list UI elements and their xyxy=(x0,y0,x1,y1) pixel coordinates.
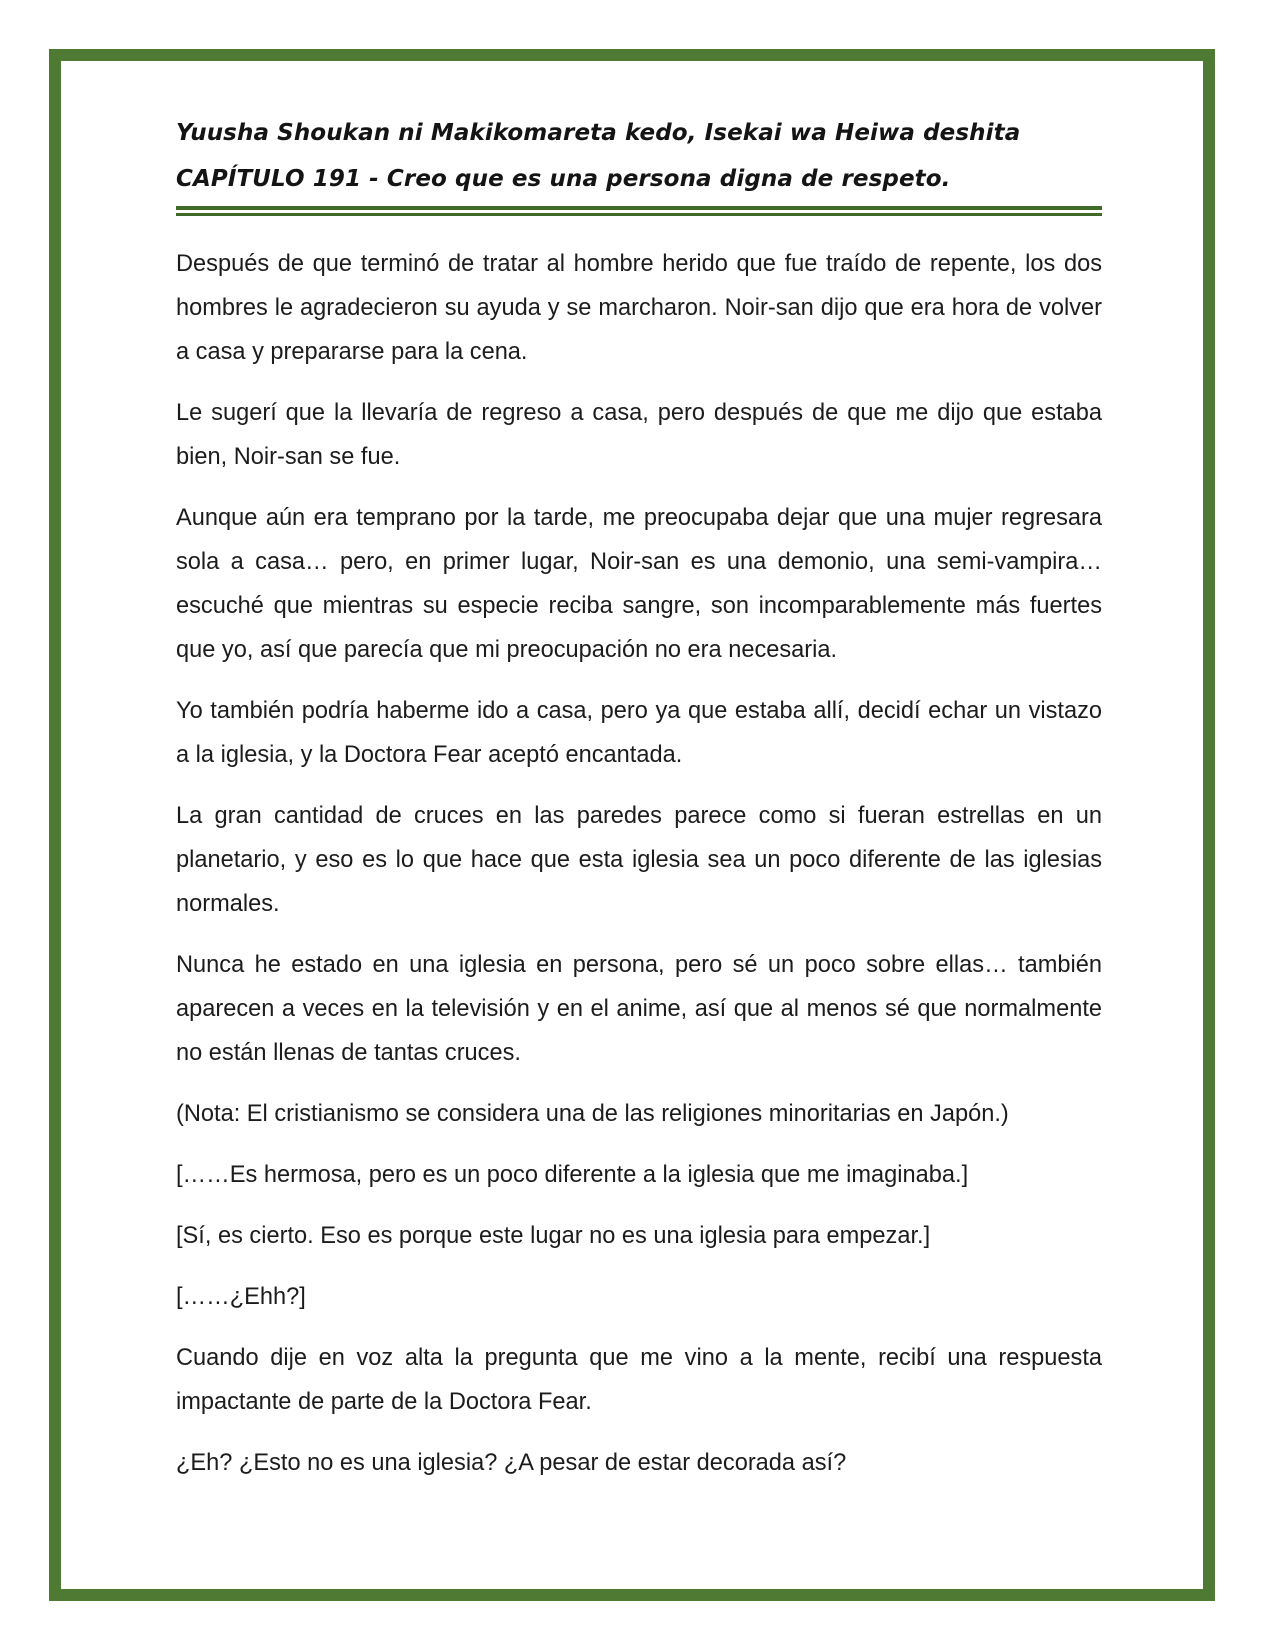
paragraph: Le sugerí que la llevaría de regreso a casa, pero después de que me dijo que estaba bien, Noir-san se fue. xyxy=(176,400,1102,470)
paragraph: Después de que terminó de tratar al hombre herido que fue traído de repente, los dos hombres le agradecieron su ayuda y se marcharon. Noir-san dijo que era hora de volver a casa y prepararse para la cena. xyxy=(176,251,1102,365)
note-paragraph: (Nota: El cristianismo se considera una de las religiones minoritarias en Japón.) xyxy=(176,1101,1009,1127)
dialogue-line: [……Es hermosa, pero es un poco diferente a la iglesia que me imaginaba.] xyxy=(176,1162,969,1188)
paragraph: Cuando dije en voz alta la pregunta que me vino a la mente, recibí una respuesta impactante de parte de la Doctora Fear. xyxy=(176,1345,1102,1415)
document-content xyxy=(176,110,1102,1502)
series-title: Yuusha Shoukan ni Makikomareta kedo, Isekai wa Heiwa deshita xyxy=(176,120,1021,146)
dialogue-line: [Sí, es cierto. Eso es porque este lugar no es una iglesia para empezar.] xyxy=(176,1223,931,1249)
body-text xyxy=(176,242,1102,1485)
paragraph: Aunque aún era temprano por la tarde, me preocupaba dejar que una mujer regresara sola a casa… pero, en primer lugar, Noir-san es una demonio, una semi-vampira… escuché que mientras su especie reciba sangre, son incomparablemente más fuertes que yo, así que parecía que mi preocupación no era necesaria. xyxy=(176,505,1102,663)
paragraph: ¿Eh? ¿Esto no es una iglesia? ¿A pesar de estar decorada así? xyxy=(176,1450,847,1476)
dialogue-line: [……¿Ehh?] xyxy=(176,1284,306,1310)
paragraph: La gran cantidad de cruces en las paredes parece como si fueran estrellas en un planetario, y eso es lo que hace que esta iglesia sea un poco diferente de las iglesias normales. xyxy=(176,803,1102,917)
paragraph: Nunca he estado en una iglesia en persona, pero sé un poco sobre ellas… también aparecen a veces en la televisión y en el anime, así que al menos sé que normalmente no están llenas de tantas cruces. xyxy=(176,952,1102,1066)
title-divider xyxy=(176,206,1102,216)
chapter-title: CAPÍTULO 191 - Creo que es una persona digna de respeto. xyxy=(176,166,951,192)
paragraph: Yo también podría haberme ido a casa, pero ya que estaba allí, decidí echar un vistazo a la iglesia, y la Doctora Fear aceptó encantada. xyxy=(176,698,1102,768)
